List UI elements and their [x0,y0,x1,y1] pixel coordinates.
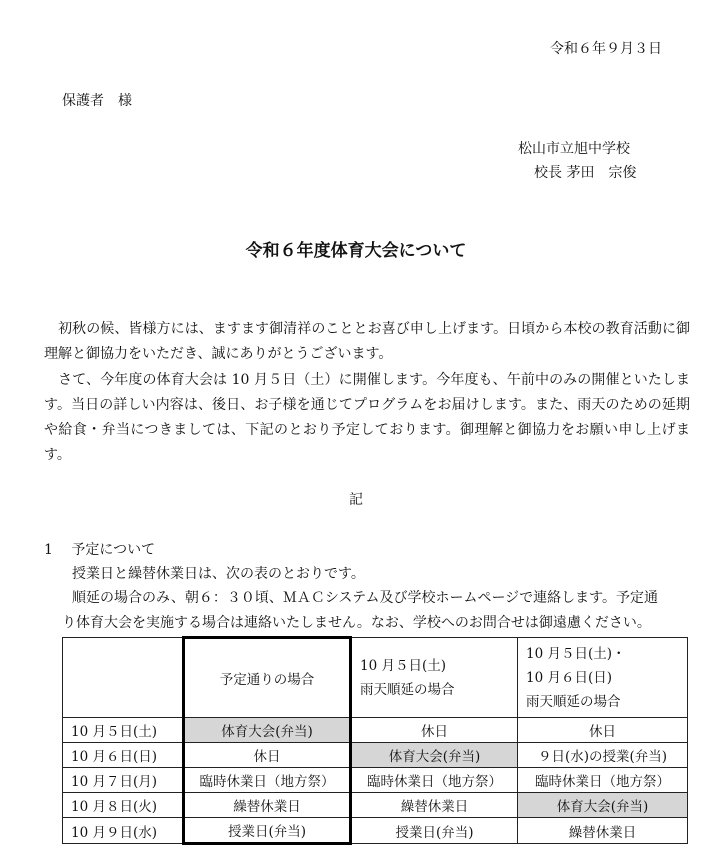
section-heading: 1 予定について [44,542,156,558]
table-cell-date: 10 月６日(日) [63,743,184,768]
table-cell: 休日 [518,718,688,743]
table-cell: 繰替休業日 [518,818,688,844]
table-cell: ９日(水)の授業(弁当) [518,743,688,768]
table-cell: 休日 [184,743,351,768]
table-cell: 体育大会(弁当) [184,718,351,743]
body-text [44,317,690,469]
header-cell: 10 月５日(土) 雨天順延の場合 [351,638,518,718]
table-row [63,793,688,818]
table-cell: 繰替休業日 [351,793,518,818]
section-line: 授業日と繰替休業日は、次の表のとおりです。 [72,566,365,583]
table-header-row [63,638,688,718]
table-cell: 繰替休業日 [184,793,351,818]
paragraph-greeting: 初秋の候、皆様方には、ますます御清祥のこととお喜び申し上げます。日頃から本校の教育活動に御理解と御協力をいただき、誠にありがとうございます。 [44,321,691,363]
table-row [63,818,688,844]
section-line: り体育大会を実施する場合は連絡いたしません。なお、学校へのお問合せは御遠慮ください。 [62,614,651,631]
schedule-table [62,636,688,845]
table-cell: 臨時休業日（地方祭） [518,768,688,793]
table-cell: 授業日(弁当) [351,818,518,844]
document-title: 令和６年度体育大会について [245,241,467,261]
paragraph-announcement: さて、今年度の体育大会は 10 月５日（土）に開催します。今年度も、午前中のみの開催といたします。当日の詳しい内容は、後日、お子様を通じてプログラムをお届けします。また、雨天のための延期や給食・弁当につきましては、下記のとおり予定しております。御理解と御協力をお願い申し上げます。 [44,371,691,464]
table-cell-date: 10 月５日(土) [63,718,184,743]
ki-heading: 記 [349,492,363,508]
document-date: 令和６年９月３日 [550,41,662,57]
table-cell: 体育大会(弁当) [351,743,518,768]
table-cell-date: 10 月８日(火) [63,793,184,818]
table-cell-date: 10 月７日(月) [63,768,184,793]
recipient: 保護者 様 [62,93,132,109]
table-cell: 休日 [351,718,518,743]
table-cell: 体育大会(弁当) [518,793,688,818]
section-line: 順延の場合のみ、朝６：３０頃、ＭＡＣシステム及び学校ホームページで連絡します。予定通 [72,590,659,607]
table-row [63,743,688,768]
principal-name: 校長 茅田 宗俊 [534,165,637,181]
header-cell: 予定通りの場合 [184,638,351,718]
table-cell: 臨時休業日（地方祭） [351,768,518,793]
header-empty-cell [63,638,184,718]
school-name: 松山市立旭中学校 [518,141,630,157]
table-cell: 授業日(弁当) [184,818,351,844]
table-cell-date: 10 月９日(水) [63,818,184,844]
table-cell: 臨時休業日（地方祭） [184,768,351,793]
header-cell: 10 月５日(土)・ 10 月６日(日) 雨天順延の場合 [518,638,688,718]
section-schedule [44,538,690,635]
table-row [63,768,688,793]
table-row [63,718,688,743]
